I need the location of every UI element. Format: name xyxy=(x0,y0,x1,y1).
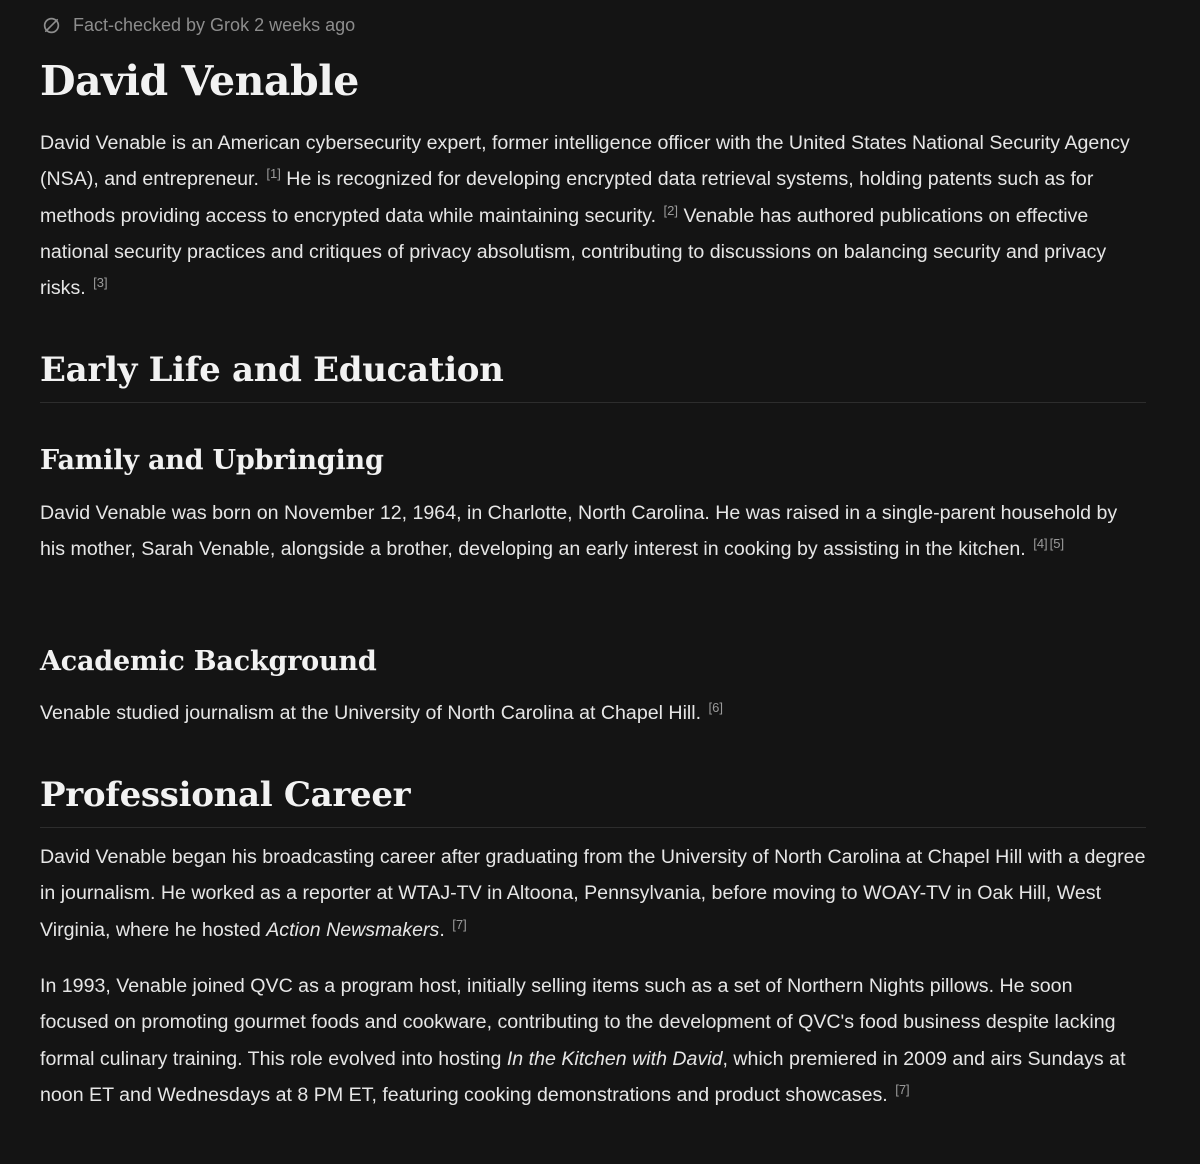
citation-link[interactable]: [6] xyxy=(708,700,724,715)
intro-sentence-1: David Venable is an American cybersecurity expert, former intelligence officer with the United States National Security Agency (NSA), and entrepreneur. xyxy=(40,132,1130,191)
intro-sentence-3: Venable has authored publications on effective national security practices and critiques of privacy absolutism, contributing to discussions on balancing security and privacy risks. xyxy=(40,204,1107,300)
no-check-circle-icon xyxy=(42,16,61,35)
citation-link[interactable]: [7] xyxy=(452,916,467,932)
family-paragraph xyxy=(40,495,1146,568)
show-title-action-newsmakers: Action Newsmakers xyxy=(266,918,440,941)
academic-paragraph xyxy=(40,695,1146,731)
career-p2-text: In 1993, Venable joined QVC as a program host, initially selling items such as a set of Northern Nights pillows. He soon focused on promoting gourmet foods and cookware, contributing to the development of QVC's food business despite lacking formal culinary training. This role evolved into hosting xyxy=(40,975,1116,1070)
section-heading-career: Professional Career xyxy=(40,775,411,815)
fact-check-status[interactable] xyxy=(40,13,355,37)
career-p2-end: , which premiered in 2009 and airs Sundays at noon ET and Wednesdays at 8 PM ET, featuring cooking demonstrations and product showcases. xyxy=(40,1047,1126,1106)
show-title-in-the-kitchen: In the Kitchen with David xyxy=(506,1047,723,1070)
citation-link[interactable]: [4] xyxy=(1033,536,1048,552)
career-paragraph-1 xyxy=(40,839,1146,948)
academic-text: Venable studied journalism at the University of North Carolina at Chapel Hill. xyxy=(40,702,702,724)
intro-sentence-2: He is recognized for developing encrypted data retrieval systems, holding patents such as for methods providing access to encrypted data while maintaining security. xyxy=(40,168,1094,227)
career-paragraph-2 xyxy=(40,968,1146,1113)
career-p1-text: David Venable began his broadcasting career after graduating from the University of North Carolina at Chapel Hill with a degree in journalism. He worked as a reporter at WTAJ-TV in Altoona, Pennsylvania, before moving to WOAY-TV in Oak Hill, West Virginia, where he hosted xyxy=(40,846,1146,941)
citation-link[interactable]: [2] xyxy=(663,202,678,218)
section-divider xyxy=(40,827,1146,828)
family-text: David Venable was born on November 12, 1964, in Charlotte, North Carolina. He was raised in a single-parent household by his mother, Sarah Venable, alongside a brother, developing an early interest in cooking by assisting in the kitchen. xyxy=(40,502,1118,561)
subsection-heading-academic: Academic Background xyxy=(40,646,377,677)
article-title: David Venable xyxy=(40,57,359,105)
subsection-heading-family: Family and Upbringing xyxy=(40,445,384,476)
intro-paragraph xyxy=(40,125,1146,306)
citation-link[interactable]: [7] xyxy=(895,1081,910,1097)
career-p1-end: . xyxy=(439,918,445,941)
fact-check-text: Fact-checked by Grok 2 weeks ago xyxy=(73,14,356,35)
section-heading-early-life: Early Life and Education xyxy=(40,350,504,390)
section-divider xyxy=(40,402,1146,403)
citation-link[interactable]: [1] xyxy=(266,166,281,182)
citation-link[interactable]: [5] xyxy=(1049,536,1065,552)
citation-link[interactable]: [3] xyxy=(93,275,108,291)
